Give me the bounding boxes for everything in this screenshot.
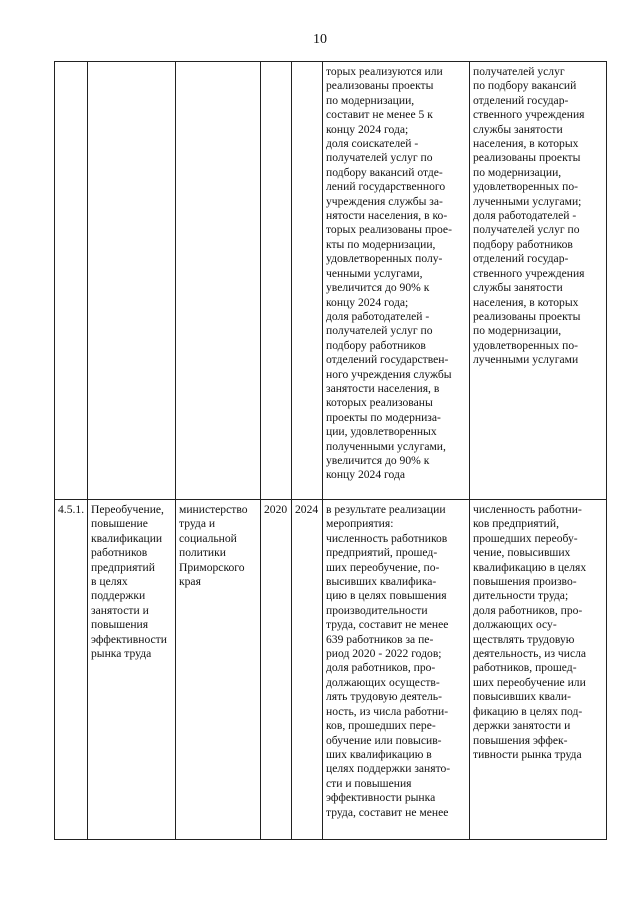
table-row-4-5-1 — [55, 500, 607, 840]
cell-executor — [176, 62, 261, 500]
cell-year-start — [261, 62, 292, 500]
cell-executor: министерство труда и социальной политики Приморского края — [176, 500, 261, 840]
cell-result: в результате реализации мероприятия: численность работников предприятий, прошед- ших переобучение, по- высивших квалифика- цию в целях повышения производительности труда, составит не менее 639 работников за пе- риод 2020 - 2022 годов; доля работников, про- должающих осуществ- лять трудовую деятель- ность, из числа работни- ков, прошедших пере- обучение или повысив- ших квалификацию в целях поддержки занято- сти и повышения эффективности рынка труда, составит не менее — [323, 500, 470, 840]
table-row-continuation — [55, 62, 607, 500]
cell-event: Переобучение, повышение квалификации работников предприятий в целях поддержки занятости и повышения эффективности рынка труда — [88, 500, 176, 840]
cell-number — [55, 62, 88, 500]
cell-indicator: численность работни- ков предприятий, прошедших переобу- чение, повысивших квалификацию в целях повышения произво- дительности труда; доля работников, про- должающих осу- ществлять трудовую деятельность, из числа работников, прошед- ших переобучение или повысивших квали- фикацию в целях под- держки занятости и повышения эффек- тивности рынка труда — [470, 500, 607, 840]
cell-year-end — [292, 62, 323, 500]
cell-indicator: получателей услуг по подбору вакансий отделений государ- ственного учреждения службы занятости населения, в которых реализованы проекты по модернизации, удовлетворенных по- лученными услугами; доля работодателей - получателей услуг по подбору работников отделений государ- ственного учреждения службы занятости населения, в которых реализованы проекты по модернизации, удовлетворенных по- лученными услугами — [470, 62, 607, 500]
cell-year-start: 2020 — [261, 500, 292, 840]
page-number: 10 — [313, 32, 327, 47]
cell-year-end: 2024 — [292, 500, 323, 840]
cell-number: 4.5.1. — [55, 500, 88, 840]
cell-result: торых реализуются или реализованы проекты по модернизации, составит не менее 5 к концу 2024 года; доля соискателей - получателей услуг по подбору вакансий отде- лений государственного учреждения службы за- нятости населения, в ко- торых реализованы прое- кты по модернизации, удовлетворенных полу- ченными услугами, увеличится до 90% к концу 2024 года; доля работодателей - получателей услуг по подбору работников отделений государствен- ного учреждения службы занятости населения, в которых реализованы проекты по модерниза- ции, удовлетворенных полученными услугами, увеличится до 90% к концу 2024 года — [323, 62, 470, 500]
cell-event — [88, 62, 176, 500]
program-table — [54, 61, 607, 840]
